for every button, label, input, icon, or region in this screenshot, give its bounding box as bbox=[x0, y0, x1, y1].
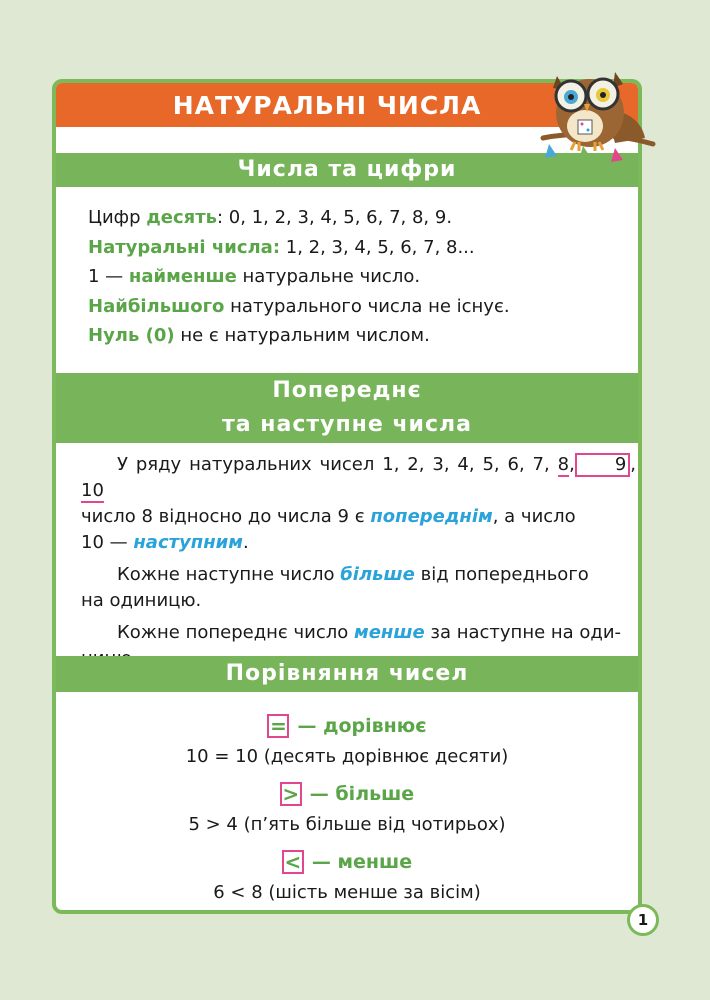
section-heading-numbers-digits: Числа та цифри bbox=[56, 153, 638, 187]
equal-example: 10 = 10 (десять дорівнює десяти) bbox=[185, 746, 509, 767]
largest-line: Найбільшого натурального числа не існує. bbox=[88, 295, 510, 317]
greater-than-sign-icon: > bbox=[280, 782, 302, 806]
section-previous-next bbox=[81, 452, 636, 678]
less-example: 6 < 8 (шість менше за вісім) bbox=[213, 882, 481, 903]
owl-mascot-icon bbox=[535, 58, 660, 176]
info-card bbox=[52, 79, 642, 914]
paragraph-previous-less: Кожне попереднє число менше за наступне на оди- bbox=[117, 622, 622, 643]
less-than-sign-icon: < bbox=[282, 850, 304, 874]
natural-numbers-line: Натуральні числа: 1, 2, 3, 4, 5, 6, 7, 8... bbox=[88, 236, 475, 258]
paragraph-sequence: У ряду натуральних чисел 1, 2, 3, 4, 5, 6, 7, 8, 9 , 10 число 8 відносно до числа 9 є попереднім, а число 10 — наступним. bbox=[81, 454, 636, 553]
section-numbers-digits bbox=[88, 203, 628, 351]
digits-line: Цифр десять: 0, 1, 2, 3, 4, 5, 6, 7, 8, 9. bbox=[88, 207, 453, 228]
greater-example: 5 > 4 (п’ять більше від чотирьох) bbox=[188, 814, 506, 835]
greater-symbol-row: > — більше bbox=[56, 778, 638, 810]
equal-symbol-row: = — дорівнює bbox=[56, 710, 638, 742]
equals-sign-icon: = bbox=[267, 714, 289, 738]
page-title: НАТУРАЛЬНІ ЧИСЛА bbox=[172, 90, 482, 120]
highlighted-number: 9 bbox=[575, 453, 630, 477]
section-heading-previous-next: Попереднє та наступне числа bbox=[56, 373, 638, 443]
section-comparison bbox=[56, 710, 638, 914]
zero-line: Нуль (0) не є натуральним числом. bbox=[88, 325, 430, 346]
paragraph-next-greater: Кожне наступне число більше від попереднього на одиницю. bbox=[81, 564, 589, 611]
section-heading-comparison: Порівняння чисел bbox=[56, 656, 638, 692]
page-number: 1 bbox=[627, 904, 659, 936]
smallest-line: 1 — найменше натуральне число. bbox=[88, 266, 421, 287]
less-symbol-row: < — менше bbox=[56, 846, 638, 878]
